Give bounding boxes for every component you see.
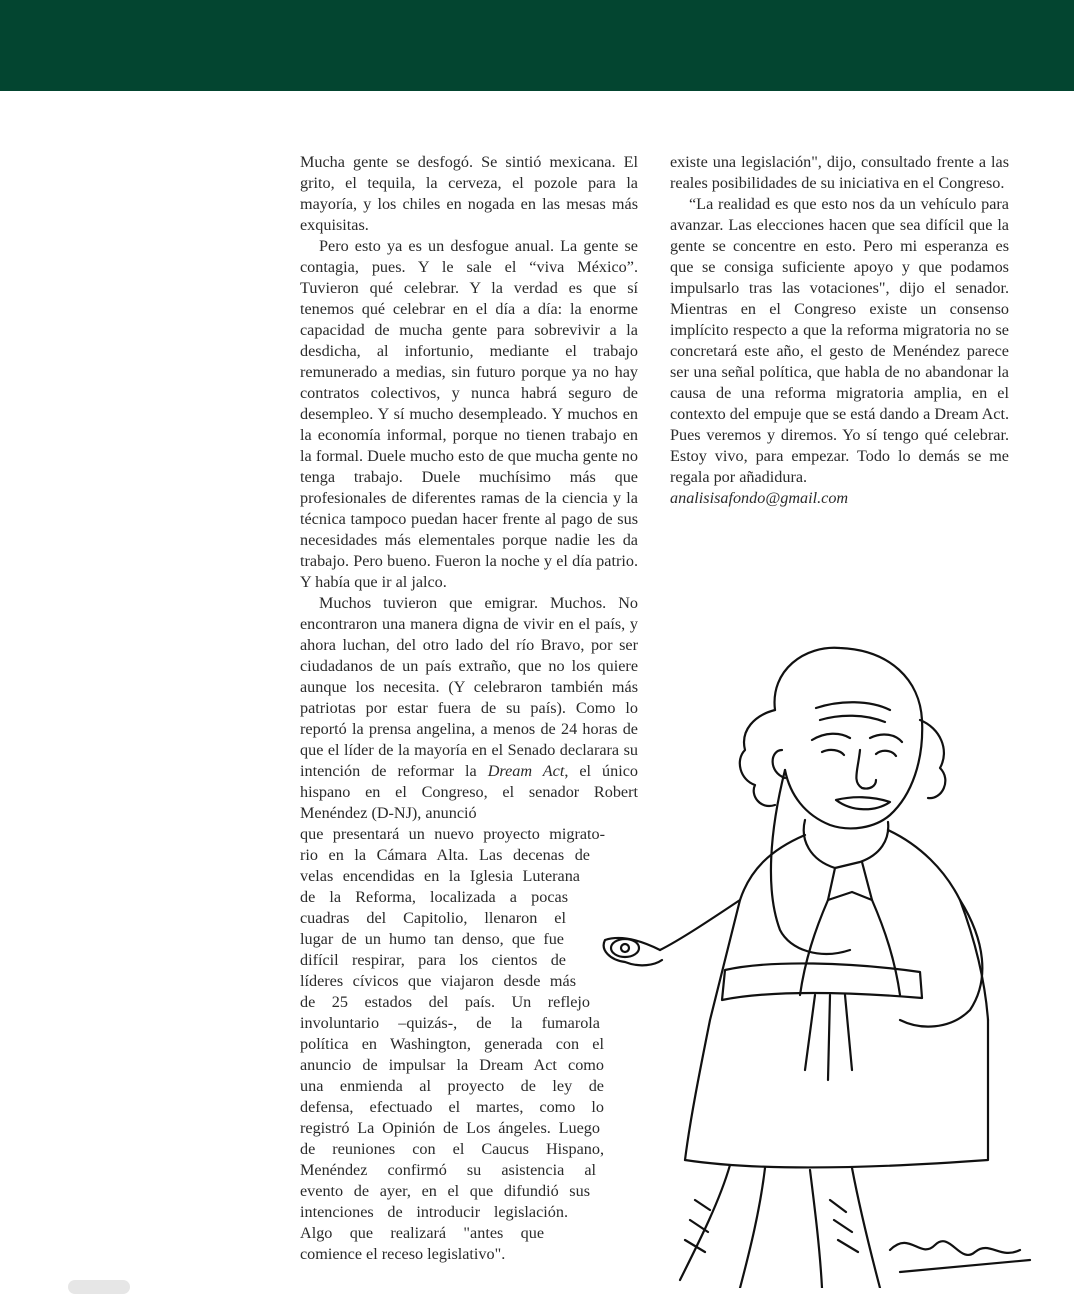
text-line: registró La Opinión de Los ángeles. Luego (300, 1119, 600, 1137)
paragraph-3 (300, 593, 638, 824)
text-line: defensa, efectuado el martes, como lo (300, 1098, 604, 1116)
leg-left (680, 1165, 730, 1280)
text-line: velas encendidas en la Iglesia Luterana (300, 867, 580, 885)
text-line: Algo que realizará "antes que (300, 1224, 544, 1242)
text-line: cuadras del Capitolio, llenaron el (300, 909, 566, 927)
paragraph-1: Mucha gente se desfogó. Se sintió mexicana. El grito, el tequila, la cerveza, el pozole para la mayoría, y los chiles en nogada en las mesas más exquisitas. (300, 153, 638, 234)
header-band (0, 0, 1074, 91)
lapel-right (872, 900, 900, 995)
sash-tail (805, 995, 852, 1080)
sash (722, 963, 922, 1000)
dream-act-italic: Dream Act (487, 762, 565, 780)
text-line: líderes cívicos que viajaron desde más (300, 972, 576, 990)
leg-left-inner (740, 1168, 765, 1288)
coin (611, 939, 639, 957)
text-line: de la Reforma, localizada a pocas (300, 888, 568, 906)
text-line: política en Washington, generada con el (300, 1035, 604, 1053)
left-column (300, 152, 638, 1265)
hair-right (920, 720, 945, 798)
lapel-left (800, 900, 828, 995)
text-line: evento de ayer, en el que difundió sus (300, 1182, 590, 1200)
paragraph-2: Pero esto ya es un desfogue anual. La gente se contagia, pues. Y le sale el “viva México”. Tuvieron qué celebrar. Y la verdad es que sí tenemos qué celebrar en el día a día: la enorme capacidad de mucha gente para sobrevivir a la desdicha, al infortunio, mediante el trabajo remunerado a medias, sin futuro porque ya no hay contratos colectivos, y nunca habrá seguro de desempleo. Y sí mucho desempleado. Y muchos en la economía informal, porque no tienen trabajo en la formal. Duele mucho esto de que mucha gente no tenga trabajo. Duele muchísimo más que profesionales de diferentes ramas de la ciencia y la técnica tampoco puedan hacer frente al pago de sus necesidades más elementales porque nadie les da trabajo. Pero bueno. Fueron la noche y el día patrio. Y había que ir al jalco. (300, 237, 638, 591)
text-line: anuncio de impulsar la Dream Act como (300, 1056, 604, 1074)
coat-hem (685, 1020, 988, 1168)
text-line: una enmienda al proyecto de ley de (300, 1077, 604, 1095)
text-line: involuntario –quizás-, de la fumarola (300, 1014, 600, 1032)
text-line: intenciones de introducir legislación. (300, 1203, 568, 1221)
leg-right-outer (852, 1168, 880, 1288)
paragraph-3-start: Muchos tuvieron que emigrar. Muchos. No encontraron una manera digna de vivir en el país, y ahora luchan, del otro lado del río Bravo, por ser ciudadanos de un país extraño, que no los quiere aunque los necesita. (Y celebraron también más patriotas por estar fuera de su país). Como lo reportó la prensa angelina, a menos de 24 horas de que el líder de la mayoría en el Senado declarara su intención de reformar la (300, 594, 638, 780)
eyebrows (812, 734, 902, 742)
text-line: de reuniones con el Caucus Hispano, (300, 1140, 604, 1158)
leg-right (810, 1170, 822, 1288)
text-line: lugar de un humo tan denso, que fue (300, 930, 564, 948)
text-line: comience el receso legislativo". (300, 1245, 506, 1263)
caricature-illustration (590, 600, 1074, 1288)
cravat (828, 862, 872, 900)
arm-right (900, 900, 982, 1027)
page-corner-tab (68, 1280, 130, 1294)
paragraph-right-2: “La realidad es que esto nos da un vehículo para avanzar. Las elecciones hacen que sea difícil que la gente se concentre en esto. Pero mi esperanza es que se consiga suficiente apoyo y que podamos impulsarlo tras las votaciones", dijo el senador. Mientras en el Congreso existe un consenso implícito respecto a que la reforma migratoria no se concretará este año, el gesto de Menéndez parece ser una señal política, que habla de no abandonar la causa de una reforma migratoria amplia, en el contexto del empuje que se está dando a Dream Act. Pues veremos y diremos. Yo sí tengo qué celebrar. Estoy vivo, para empezar. Todo lo demás se me regala por añadidura. (670, 195, 1009, 486)
mouth (836, 797, 890, 809)
text-line: rio en la Cámara Alta. Las decenas de (300, 846, 590, 864)
paragraph-3-mid: , el único hispano en el Congreso, el senador Robert Menéndez (D-NJ), anunció (300, 762, 638, 822)
coat-left (685, 835, 805, 1160)
author-email: analisisafondo@gmail.com (670, 489, 849, 507)
text-line: que presentará un nuevo proyecto migrato- (300, 825, 605, 843)
narrow-text-block (300, 824, 638, 1265)
right-column (670, 152, 1009, 509)
text-line: de 25 estados del país. Un reflejo (300, 993, 590, 1011)
artist-signature (890, 1241, 1030, 1272)
arm-left (660, 900, 740, 950)
coin-center (621, 944, 629, 952)
hatching (685, 1200, 858, 1252)
nose (856, 750, 876, 789)
hair-left (740, 710, 775, 806)
cord (771, 770, 850, 954)
paragraph-right-1: existe una legislación", dijo, consultado frente a las reales posibilidades de su iniciativa en el Congreso. (670, 153, 1009, 192)
text-line: Menéndez confirmó su asistencia al (300, 1161, 596, 1179)
text-line: difícil respirar, para los cientos de (300, 951, 566, 969)
wrinkles (816, 702, 890, 722)
